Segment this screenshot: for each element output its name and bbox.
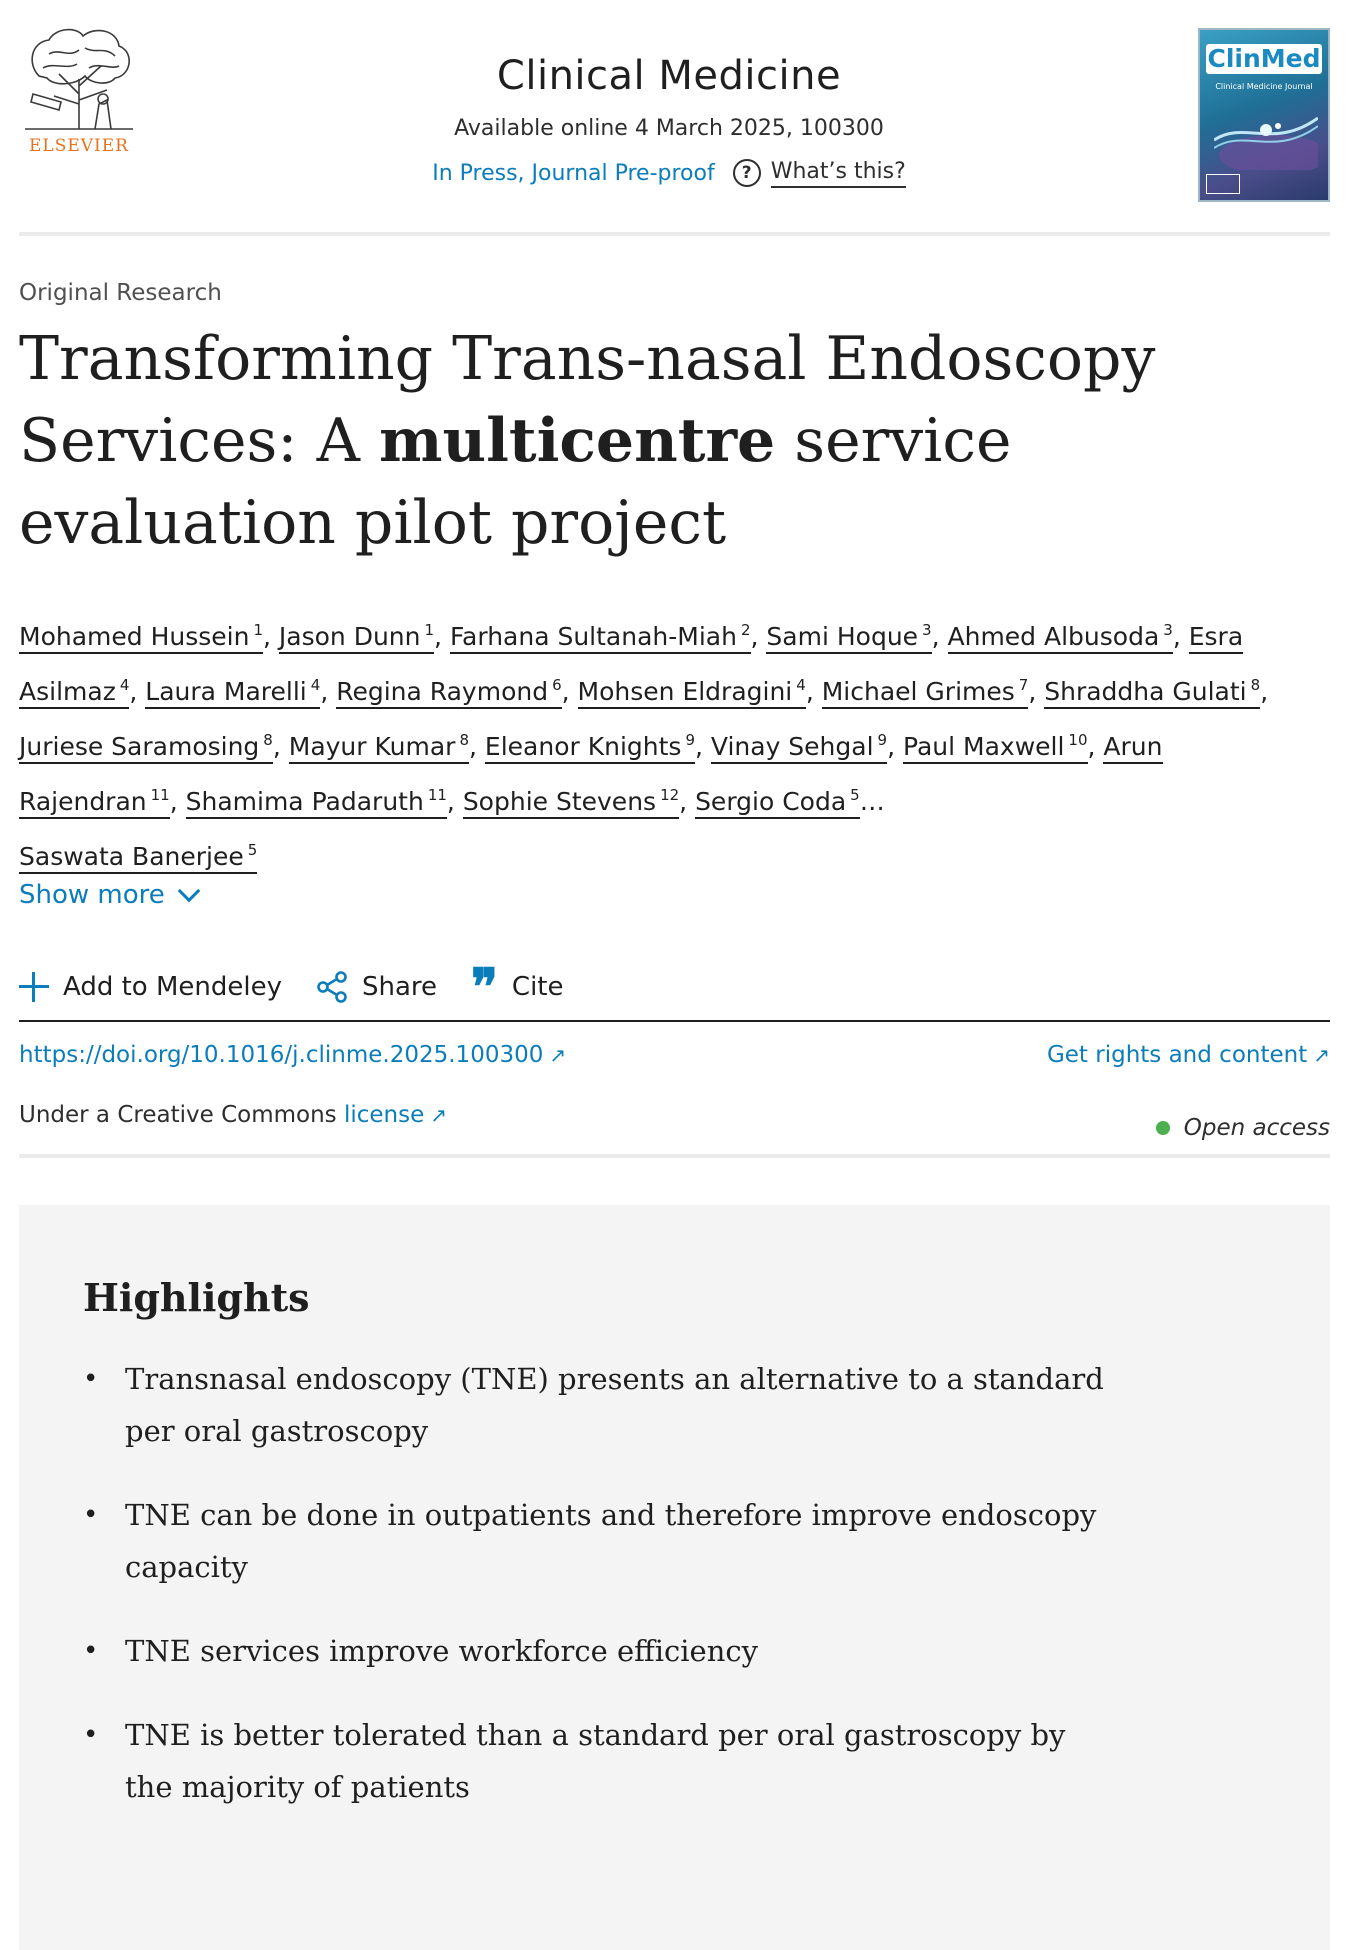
show-more-label: Show more <box>19 880 165 910</box>
share-label: Share <box>361 972 438 1002</box>
author-name[interactable]: Juriese Saramosing $^8$ <box>19 732 273 764</box>
cite-button[interactable] <box>471 957 564 1016</box>
plus-icon <box>19 972 49 1002</box>
add-to-mendeley-button[interactable] <box>19 972 282 1002</box>
cover-artwork-icon <box>1214 100 1318 170</box>
author-name[interactable]: Vinay Sehgal $^9$ <box>711 732 887 764</box>
author-name[interactable]: Ahmed Albusoda $^3$ <box>948 622 1173 654</box>
open-access-dot-icon <box>1156 1121 1170 1135</box>
cover-subtitle: Clinical Medicine Journal <box>1215 82 1313 91</box>
article-title <box>19 318 1319 564</box>
share-button[interactable] <box>316 971 437 1003</box>
highlight-item: • Transnasal endoscopy (TNE) presents an alternative to a standard per oral gastroscopy <box>83 1353 1113 1457</box>
add-to-mendeley-label: Add to Mendeley <box>63 972 282 1002</box>
doi-row <box>19 1042 1330 1068</box>
journal-preproof-link[interactable]: In Press, Journal Pre-proof <box>432 160 715 186</box>
author-name[interactable]: Sergio Coda $^5$ <box>695 787 860 819</box>
journal-info <box>369 50 969 188</box>
author-name[interactable]: Sophie Stevens $^{12}$ <box>463 787 679 819</box>
cover-volume-text <box>1318 34 1320 41</box>
author-name[interactable]: Esra Asilmaz $^4$ <box>19 622 1243 709</box>
share-icon <box>316 971 348 1003</box>
publisher-name: ELSEVIER <box>29 136 129 156</box>
elsevier-logo[interactable] <box>19 24 139 159</box>
author-name[interactable]: Paul Maxwell $^{10}$ <box>903 732 1088 764</box>
title-part-1: Transforming Trans-nasal Endoscopy Services: A <box>19 324 1156 476</box>
cover-brand: ClinMed <box>1207 44 1321 73</box>
journal-cover-image[interactable] <box>1198 28 1330 202</box>
rights-link[interactable]: Get rights and content ↗ <box>1046 1042 1330 1068</box>
author-name[interactable]: Mohsen Eldragini $^4$ <box>578 677 806 709</box>
author-name[interactable]: Shraddha Gulati $^8$ <box>1044 677 1260 709</box>
chevron-down-icon <box>177 880 200 903</box>
external-arrow-icon: ↗ <box>430 1103 448 1127</box>
doi-link[interactable]: https://doi.org/10.1016/j.clinme.2025.100300 ↗ <box>19 1042 567 1068</box>
open-access-label: Open access <box>1183 1115 1330 1141</box>
highlights-section <box>19 1205 1330 1950</box>
author-name[interactable]: Mohamed Hussein $^1$ <box>19 622 263 654</box>
article-actions-bar <box>19 954 1330 1022</box>
highlights-list <box>83 1353 1113 1845</box>
tree-icon <box>19 24 139 134</box>
highlight-item: • TNE is better tolerated than a standard per oral gastroscopy by the majority of patients <box>83 1709 1113 1813</box>
highlights-title: Highlights <box>83 1275 310 1320</box>
quote-icon: ❞ <box>471 957 498 1016</box>
external-arrow-icon: ↗ <box>1313 1043 1330 1067</box>
author-name[interactable]: Sami Hoque $^3$ <box>766 622 931 654</box>
license-link[interactable]: license ↗ <box>343 1102 448 1128</box>
whats-this-label: What’s this? <box>771 158 906 188</box>
author-name[interactable]: Eleanor Knights $^9$ <box>485 732 695 764</box>
question-circle-icon: ? <box>733 159 761 187</box>
availability-text: Available online 4 March 2025, 100300 <box>454 116 884 141</box>
highlight-item: • TNE services improve workforce efficiency <box>83 1625 1113 1677</box>
open-access-badge <box>1156 1102 1330 1154</box>
author-name[interactable]: Mayur Kumar $^8$ <box>289 732 469 764</box>
author-name[interactable]: Jason Dunn $^1$ <box>279 622 434 654</box>
highlight-item: • TNE can be done in outpatients and therefore improve endoscopy capacity <box>83 1489 1113 1593</box>
author-ellipsis: … <box>859 787 885 816</box>
author-name[interactable]: Regina Raymond $^6$ <box>336 677 561 709</box>
license-text: Under a Creative Commons license ↗ <box>19 1102 448 1128</box>
author-link <box>19 622 263 654</box>
journal-title[interactable]: Clinical Medicine <box>496 53 842 99</box>
whats-this-button[interactable] <box>733 158 906 188</box>
title-bold-word: multicentre <box>378 406 776 476</box>
status-row <box>369 158 969 188</box>
author-list: Mohamed Hussein $^1$, Jason Dunn $^1$, Farhana Sultanah-Miah $^2$, Sami Hoque $^3$, Ahmed Albusoda $^3$, Esra Asilmaz $^4$, Laura Marelli $^4$, Regina Raymond $^6$, Mohsen Eldragini $^4$, Michael Grimes $^7$, Shraddha Gulati $^8$, Juriese Saramosing $^8$, Mayur Kumar $^8$, Eleanor Knights $^9$, Vinay Sehgal $^9$, Paul Maxwell $^{10}$, Arun Rajendran $^{11}$, Shamima Padaruth $^{11}$, Sophie Stevens $^{12}$, Sergio Coda $^5$… Saswata Banerjee $^5$ <box>19 606 1319 881</box>
cite-label: Cite <box>511 972 564 1002</box>
cover-rcp-logo <box>1206 174 1240 194</box>
author-name[interactable]: Farhana Sultanah-Miah $^2$ <box>450 622 751 654</box>
license-row <box>19 1102 1330 1158</box>
external-arrow-icon: ↗ <box>549 1043 567 1067</box>
article-type: Original Research <box>19 280 222 306</box>
author-name[interactable]: Arun Rajendran $^{11}$ <box>19 732 1163 819</box>
author-name[interactable]: Laura Marelli $^4$ <box>145 677 320 709</box>
title-part-2: service evaluation pilot project <box>19 406 1012 558</box>
show-more-button[interactable] <box>19 880 197 910</box>
author-name[interactable]: Shamima Padaruth $^{11}$ <box>186 787 447 819</box>
author-name[interactable]: Saswata Banerjee $^5$ <box>19 842 257 874</box>
journal-header <box>19 24 1330 236</box>
author-name[interactable]: Michael Grimes $^7$ <box>822 677 1029 709</box>
